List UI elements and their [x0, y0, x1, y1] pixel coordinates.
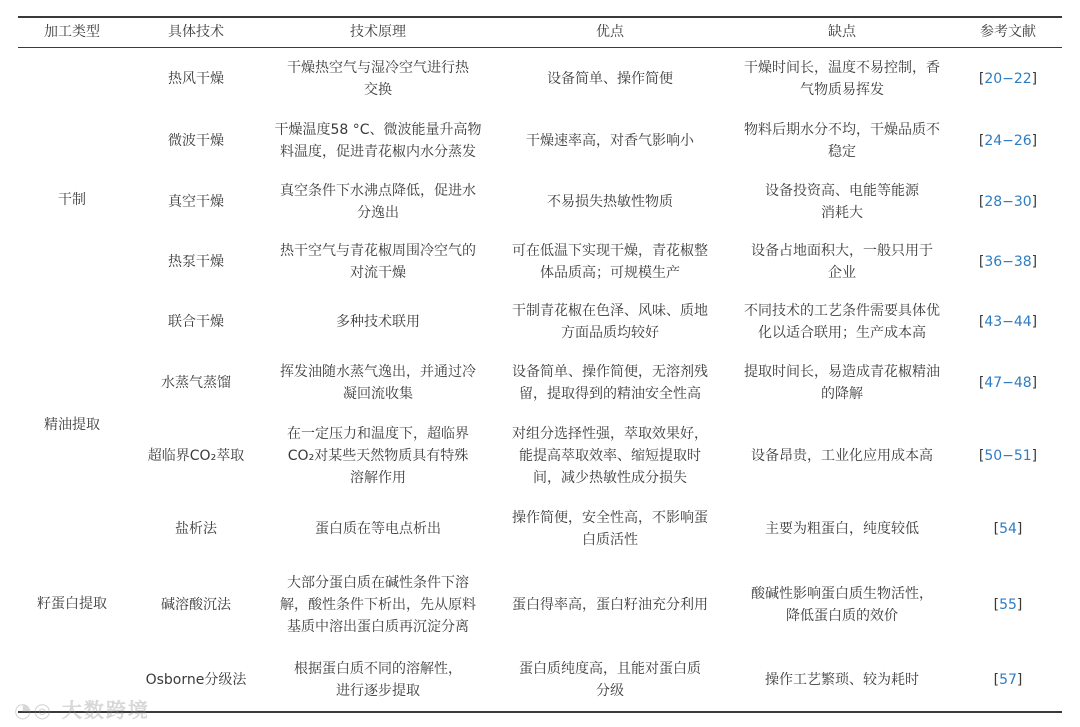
principle-cell: [266, 110, 490, 172]
header-technique: 具体技术: [168, 24, 224, 40]
disadvantages-text: [751, 240, 933, 284]
reference-bracket-close: ]: [1016, 597, 1023, 613]
reference-link[interactable]: 36−38: [984, 254, 1032, 270]
disadvantages-line: 设备投资高、电能等能源: [765, 183, 919, 199]
advantages-cell: [490, 172, 730, 232]
advantages-line: 对组分选择性强，萃取效果好，: [512, 426, 708, 442]
advantages-cell: [490, 650, 730, 710]
reference-bracket-close: ]: [1016, 672, 1023, 688]
technique-name: 热泵干燥: [168, 254, 224, 270]
disadvantages-text: [765, 669, 919, 691]
header-advantages: 优点: [596, 24, 624, 40]
principle-line: 对流干燥: [350, 265, 406, 281]
technique-name: 碱溶酸沉法: [161, 597, 231, 613]
reference-cell: [954, 48, 1062, 110]
group-label-seed-protein: 籽蛋白提取: [37, 596, 107, 612]
reference-link[interactable]: 57: [999, 672, 1017, 688]
reference-link[interactable]: 54: [999, 521, 1017, 537]
reference-link[interactable]: 43−44: [984, 314, 1032, 330]
advantages-text: [526, 130, 694, 152]
disadvantages-line: 酸碱性影响蛋白质生物活性，: [751, 586, 933, 602]
disadvantages-cell: [730, 560, 954, 650]
principle-text: [280, 572, 476, 638]
reference-bracket-close: ]: [1031, 314, 1038, 330]
principle-line: 热干空气与青花椒周围冷空气的: [280, 243, 476, 259]
reference-cell: [954, 232, 1062, 292]
advantages-cell: [490, 560, 730, 650]
reference-bracket-open: [: [978, 133, 985, 149]
principle-text: [280, 361, 476, 405]
reference-cell: [954, 560, 1062, 650]
disadvantages-line: 主要为粗蛋白，纯度较低: [765, 521, 919, 537]
technique-name: 真空干燥: [168, 194, 224, 210]
principle-cell: [266, 560, 490, 650]
advantages-line: 干制青花椒在色泽、风味、质地: [512, 303, 708, 319]
technique-cell: [126, 352, 266, 414]
advantages-line: 留，提取得到的精油安全性高: [519, 386, 701, 402]
technique-name: 盐析法: [175, 521, 217, 537]
reference-cell: [954, 650, 1062, 710]
technique-name: 水蒸气蒸馏: [161, 375, 231, 391]
principle-line: CO₂对某些天然物质具有特殊: [287, 448, 469, 464]
technique-cell: [126, 292, 266, 352]
advantages-line: 可在低温下实现干燥，青花椒整: [512, 243, 708, 259]
principle-text: [287, 423, 469, 489]
disadvantages-cell: [730, 352, 954, 414]
principle-text: [336, 311, 420, 333]
group-label-essential-oil: 精油提取: [44, 417, 100, 433]
advantages-cell: [490, 48, 730, 110]
principle-cell: [266, 352, 490, 414]
principle-cell: [266, 232, 490, 292]
principle-cell: [266, 48, 490, 110]
advantages-line: 方面品质均较好: [561, 325, 659, 341]
principle-line: 根据蛋白质不同的溶解性，: [294, 661, 462, 677]
header-disadvantages: 缺点: [828, 24, 856, 40]
reference-bracket-open: [: [978, 254, 985, 270]
header-process-type: 加工类型: [44, 24, 100, 40]
reference-bracket-open: [: [978, 448, 985, 464]
technique-cell: [126, 232, 266, 292]
disadvantages-text: [744, 361, 940, 405]
advantages-text: [512, 594, 708, 616]
technique-name: Osborne分级法: [145, 672, 247, 688]
disadvantages-text: [744, 119, 940, 163]
reference-cell: [954, 292, 1062, 352]
reference-cell: [954, 172, 1062, 232]
reference-bracket-close: ]: [1031, 448, 1038, 464]
principle-line: 干燥热空气与湿冷空气进行热: [287, 60, 469, 76]
principle-line: 真空条件下水沸点降低，促进水: [280, 183, 476, 199]
disadvantages-line: 操作工艺繁琐、较为耗时: [765, 672, 919, 688]
principle-line: 在一定压力和温度下，超临界: [287, 426, 469, 442]
disadvantages-cell: [730, 650, 954, 710]
principle-line: 进行逐步提取: [336, 683, 420, 699]
principle-line: 蛋白质在等电点析出: [315, 521, 441, 537]
disadvantages-cell: [730, 172, 954, 232]
technique-cell: [126, 414, 266, 498]
principle-cell: [266, 498, 490, 560]
principle-cell: [266, 414, 490, 498]
reference-link[interactable]: 50−51: [984, 448, 1032, 464]
advantages-cell: [490, 498, 730, 560]
principle-line: 挥发油随水蒸气逸出，并通过冷: [280, 364, 476, 380]
reference-cell: [954, 498, 1062, 560]
principle-cell: [266, 172, 490, 232]
reference-bracket-open: [: [993, 672, 1000, 688]
principle-line: 溶解作用: [350, 470, 406, 486]
disadvantages-line: 物料后期水分不均，干燥品质不: [744, 122, 940, 138]
advantages-line: 间，减少热敏性成分损失: [533, 470, 687, 486]
reference-bracket-open: [: [978, 194, 985, 210]
disadvantages-cell: [730, 232, 954, 292]
principle-line: 分逸出: [357, 205, 399, 221]
advantages-text: [512, 361, 708, 405]
advantages-line: 不易损失热敏性物质: [547, 194, 673, 210]
watermark-text: 大数跨境: [61, 698, 150, 722]
advantages-line: 能提高萃取效率、缩短提取时: [519, 448, 701, 464]
reference-link[interactable]: 20−22: [984, 71, 1032, 87]
advantages-text: [547, 68, 673, 90]
advantages-line: 设备简单、操作简便: [547, 71, 673, 87]
advantages-text: [547, 191, 673, 213]
advantages-line: 白质活性: [582, 532, 638, 548]
reference-bracket-close: ]: [1031, 254, 1038, 270]
reference-link[interactable]: 47−48: [984, 375, 1032, 391]
reference-bracket-open: [: [978, 375, 985, 391]
reference-bracket-open: [: [978, 314, 985, 330]
advantages-text: [519, 658, 701, 702]
advantages-cell: [490, 352, 730, 414]
principle-line: 解，酸性条件下析出，先从原料: [280, 597, 476, 613]
principle-text: [294, 658, 462, 702]
advantages-line: 设备简单、操作简便，无溶剂残: [512, 364, 708, 380]
advantages-text: [512, 240, 708, 284]
principle-text: [315, 518, 441, 540]
technique-name: 热风干燥: [168, 71, 224, 87]
reference-bracket-close: ]: [1031, 194, 1038, 210]
reference-link[interactable]: 55: [999, 597, 1017, 613]
disadvantages-cell: [730, 498, 954, 560]
technique-cell: [126, 560, 266, 650]
principle-line: 多种技术联用: [336, 314, 420, 330]
technique-cell: [126, 498, 266, 560]
advantages-cell: [490, 414, 730, 498]
disadvantages-text: [751, 583, 933, 627]
disadvantages-text: [744, 57, 940, 101]
disadvantages-cell: [730, 292, 954, 352]
principle-text: [280, 180, 476, 224]
disadvantages-line: 化以适合联用；生产成本高: [758, 325, 926, 341]
technique-name: 微波干燥: [168, 133, 224, 149]
reference-cell: [954, 414, 1062, 498]
disadvantages-cell: [730, 110, 954, 172]
disadvantages-line: 的降解: [821, 386, 863, 402]
advantages-line: 体品质高；可规模生产: [540, 265, 680, 281]
disadvantages-line: 消耗大: [821, 205, 863, 221]
advantages-text: [512, 423, 708, 489]
principle-text: [287, 57, 469, 101]
reference-bracket-close: ]: [1031, 71, 1038, 87]
watermark-icon: ◔◎: [14, 698, 53, 722]
disadvantages-text: [765, 180, 919, 224]
table-bottom-rule: [18, 711, 1062, 713]
technique-cell: [126, 110, 266, 172]
principle-text: [280, 240, 476, 284]
principle-line: 凝回流收集: [343, 386, 413, 402]
disadvantages-text: [765, 518, 919, 540]
disadvantages-line: 设备占地面积大，一般只用于: [751, 243, 933, 259]
advantages-line: 干燥速率高，对香气影响小: [526, 133, 694, 149]
disadvantages-text: [751, 445, 933, 467]
reference-bracket-open: [: [978, 71, 985, 87]
reference-bracket-open: [: [993, 521, 1000, 537]
advantages-line: 蛋白质纯度高，且能对蛋白质: [519, 661, 701, 677]
disadvantages-cell: [730, 48, 954, 110]
disadvantages-text: [744, 300, 940, 344]
advantages-line: 蛋白得率高，蛋白籽油充分利用: [512, 597, 708, 613]
technique-name: 联合干燥: [168, 314, 224, 330]
header-principle: 技术原理: [350, 24, 406, 40]
reference-bracket-close: ]: [1016, 521, 1023, 537]
advantages-line: 分级: [596, 683, 624, 699]
disadvantages-line: 设备昂贵，工业化应用成本高: [751, 448, 933, 464]
watermark-logo: [14, 694, 150, 723]
principle-line: 基质中溶出蛋白质再沉淀分离: [287, 619, 469, 635]
disadvantages-line: 气物质易挥发: [800, 82, 884, 98]
principle-cell: [266, 650, 490, 710]
principle-line: 干燥温度58 °C、微波能量升高物: [274, 122, 482, 138]
principle-cell: [266, 292, 490, 352]
principle-text: [274, 119, 481, 163]
disadvantages-line: 干燥时间长，温度不易控制，香: [744, 60, 940, 76]
technique-cell: [126, 48, 266, 110]
principle-line: 料温度，促进青花椒内水分蒸发: [279, 144, 476, 160]
principle-line: 大部分蛋白质在碱性条件下溶: [287, 575, 469, 591]
header-references: 参考文献: [980, 24, 1036, 40]
advantages-line: 操作简便，安全性高，不影响蛋: [512, 510, 708, 526]
advantages-cell: [490, 110, 730, 172]
reference-bracket-open: [: [993, 597, 1000, 613]
advantages-text: [512, 507, 708, 551]
disadvantages-line: 提取时间长，易造成青花椒精油: [744, 364, 940, 380]
disadvantages-line: 企业: [828, 265, 856, 281]
disadvantages-line: 稳定: [828, 144, 856, 160]
disadvantages-cell: [730, 414, 954, 498]
reference-cell: [954, 110, 1062, 172]
reference-cell: [954, 352, 1062, 414]
reference-bracket-close: ]: [1031, 133, 1038, 149]
reference-link[interactable]: 24−26: [984, 133, 1032, 149]
advantages-cell: [490, 292, 730, 352]
technique-name: 超临界CO₂萃取: [147, 448, 245, 464]
technique-cell: [126, 172, 266, 232]
disadvantages-line: 降低蛋白质的效价: [786, 608, 898, 624]
advantages-cell: [490, 232, 730, 292]
group-label-drying: 干制: [58, 192, 86, 208]
disadvantages-line: 不同技术的工艺条件需要具体优: [744, 303, 940, 319]
reference-link[interactable]: 28−30: [984, 194, 1032, 210]
principle-line: 交换: [364, 82, 392, 98]
reference-bracket-close: ]: [1031, 375, 1038, 391]
advantages-text: [512, 300, 708, 344]
